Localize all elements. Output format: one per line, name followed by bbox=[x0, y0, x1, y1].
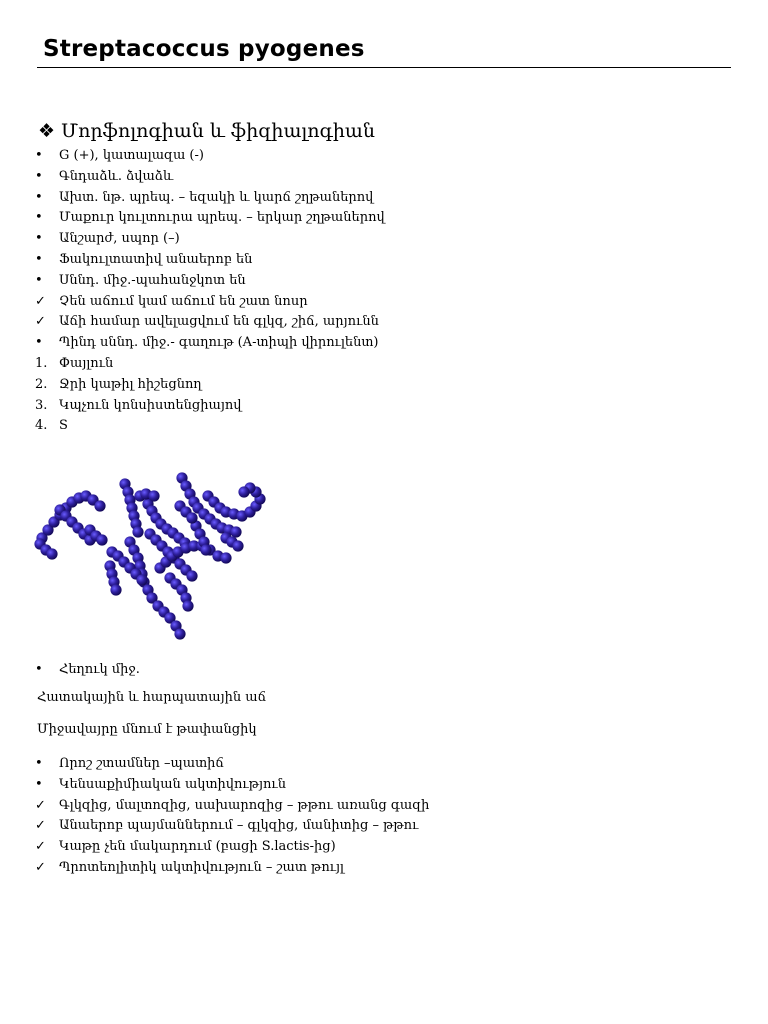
list-item bbox=[33, 250, 385, 271]
medium-paragraph: Միջավայրը մնում է թափանցիկ bbox=[37, 722, 257, 737]
list-item-text: Ախտ. նթ. պրեպ. – եզակի և կարճ շղթաներով bbox=[59, 189, 374, 205]
section-heading bbox=[38, 120, 375, 142]
coccus-cell bbox=[230, 526, 241, 537]
list-item bbox=[33, 167, 385, 188]
list-item-text: Փայլուն bbox=[59, 355, 114, 371]
bullet-icon: • bbox=[35, 189, 43, 205]
list-item bbox=[33, 754, 429, 775]
list-item-text: Որոշ շտամներ –պատիճ bbox=[59, 756, 224, 771]
list-item bbox=[33, 146, 385, 167]
coccus-cell bbox=[94, 500, 105, 511]
list-item bbox=[33, 354, 385, 375]
coccus-cell bbox=[96, 534, 107, 545]
list-item-text: Պրոտեոլիտիկ ակտիվություն – շատ թույլ bbox=[59, 859, 345, 875]
checkmark-icon: ✓ bbox=[35, 797, 46, 813]
list-item bbox=[33, 312, 385, 333]
list-item-text: Անշարժ, սպոր (–) bbox=[59, 231, 180, 247]
list-item-text: Կենսաքիմիական ակտիվություն bbox=[59, 776, 286, 792]
list-item bbox=[33, 837, 429, 858]
properties-list bbox=[33, 754, 429, 879]
coccus-cell bbox=[232, 540, 243, 551]
bullet-icon: • bbox=[35, 272, 43, 288]
bullet-icon: • bbox=[35, 662, 43, 677]
list-item-text: Հեղուկ միջ. bbox=[59, 662, 140, 677]
list-item bbox=[33, 416, 385, 437]
bullet-icon: • bbox=[35, 756, 43, 771]
list-number: 1. bbox=[35, 355, 48, 371]
list-item bbox=[33, 396, 385, 417]
list-item bbox=[33, 375, 385, 396]
list-item-text: Գլկզից, մալտոզից, սախարոզից – թթու առանց գազի bbox=[59, 797, 430, 813]
morphology-list bbox=[33, 146, 385, 437]
checkmark-icon: ✓ bbox=[35, 859, 46, 875]
list-item-text: Ջրի կաթիլ հիշեցնող bbox=[59, 376, 202, 392]
list-item bbox=[33, 271, 385, 292]
list-item-text: Անաերոբ պայմաններում – գլկզից, մանիտից – թթու bbox=[59, 818, 419, 834]
list-item bbox=[33, 775, 429, 796]
list-item bbox=[33, 796, 429, 817]
coccus-cell bbox=[186, 570, 197, 581]
title-underline bbox=[37, 67, 731, 68]
bullet-icon: • bbox=[35, 776, 43, 792]
list-item bbox=[33, 229, 385, 250]
coccus-cell bbox=[238, 486, 249, 497]
coccus-cell bbox=[46, 548, 57, 559]
bullet-icon: • bbox=[35, 251, 43, 267]
checkmark-icon: ✓ bbox=[35, 293, 46, 309]
list-number: 3. bbox=[35, 397, 48, 413]
list-item bbox=[33, 188, 385, 209]
list-item-text: Գնդաձև. ձվաձև bbox=[59, 168, 174, 184]
streptococcus-chains-image bbox=[30, 466, 270, 652]
list-item-text: S bbox=[59, 418, 68, 434]
list-item-text: Մաքուր կուլտուրա պրեպ. – երկար շղթաներով bbox=[59, 210, 385, 226]
bullet-icon: • bbox=[35, 210, 43, 226]
diamond-bullet-icon: ❖ bbox=[38, 120, 56, 142]
list-item-text: Սննդ. միջ.-պահանջկոտ են bbox=[59, 272, 246, 288]
bullet-icon: • bbox=[35, 231, 43, 247]
list-number: 2. bbox=[35, 376, 48, 392]
growth-paragraph: Հատակային և հարպատային աճ bbox=[37, 690, 267, 705]
checkmark-icon: ✓ bbox=[35, 818, 46, 834]
section-heading-text: Մորֆոլոգիան և ֆիզիալոգիան bbox=[61, 120, 376, 142]
coccus-cell bbox=[132, 526, 143, 537]
page-title: Streptacoccus pyogenes bbox=[43, 36, 365, 62]
coccus-cell bbox=[200, 544, 211, 555]
list-item-text: Կպչուն կոնսիստենցիայով bbox=[59, 397, 242, 413]
coccus-cell bbox=[136, 574, 147, 585]
list-item-text: Աճի համար ավելացվում են գլկզ, շիճ, արյունն bbox=[59, 314, 379, 330]
cocci-cluster bbox=[34, 472, 265, 639]
coccus-cell bbox=[148, 490, 159, 501]
list-item bbox=[33, 660, 140, 681]
list-item-text: Չեն աճում կամ աճում են շատ նոսր bbox=[59, 293, 308, 309]
bullet-icon: • bbox=[35, 335, 43, 351]
list-item-text: Պինդ սննդ. միջ.- գաղութ (A-տիպի վիրուլենտ) bbox=[59, 335, 379, 351]
coccus-cell bbox=[174, 628, 185, 639]
list-item-text: Ֆակուլտատիվ անաերոբ են bbox=[59, 251, 253, 267]
list-number: 4. bbox=[35, 418, 48, 434]
bullet-icon: • bbox=[35, 148, 43, 163]
list-item bbox=[33, 858, 429, 879]
list-item bbox=[33, 333, 385, 354]
liquid-medium-list bbox=[33, 660, 140, 681]
coccus-cell bbox=[186, 512, 197, 523]
coccus-cell bbox=[110, 584, 121, 595]
checkmark-icon: ✓ bbox=[35, 839, 46, 855]
list-item bbox=[33, 816, 429, 837]
checkmark-icon: ✓ bbox=[35, 314, 46, 330]
coccus-cell bbox=[220, 552, 231, 563]
coccus-cell bbox=[182, 600, 193, 611]
list-item-text: G (+), կատալազա (-) bbox=[59, 148, 204, 163]
list-item bbox=[33, 208, 385, 229]
list-item bbox=[33, 292, 385, 313]
bullet-icon: • bbox=[35, 168, 43, 184]
list-item-text: Կաթը չեն մակարդում (բացի S.lactis-ից) bbox=[59, 839, 336, 855]
